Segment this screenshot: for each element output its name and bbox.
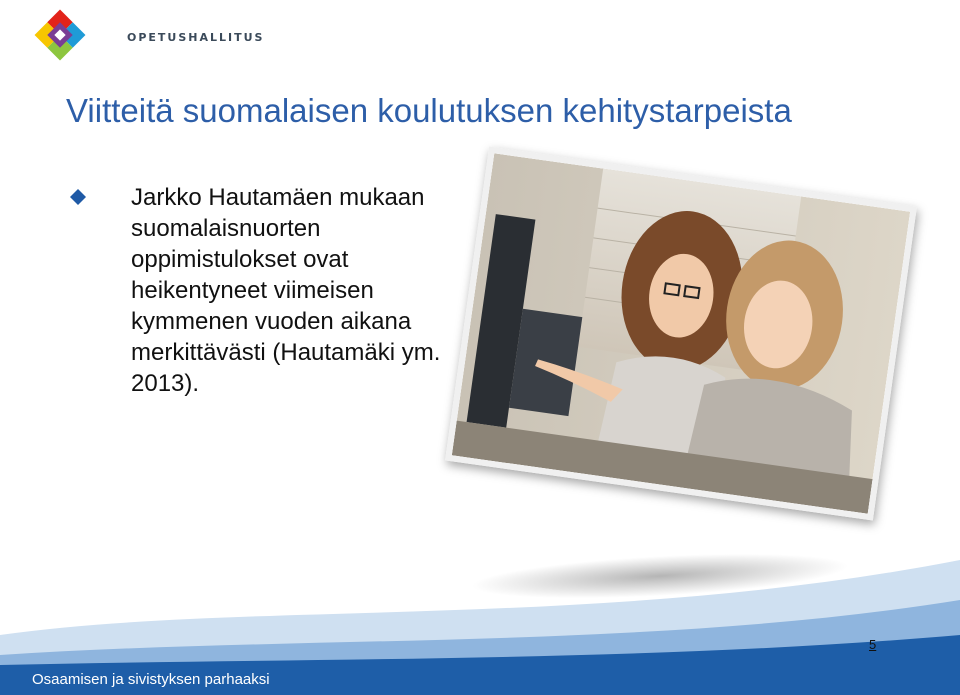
page-number: 5 <box>869 637 877 652</box>
opetushallitus-logo <box>30 6 265 64</box>
logo-diamond-icon <box>30 6 90 64</box>
bullet-text: Jarkko Hautamäen mukaan suomalaisnuorten oppimistulokset ovat heikentyneet viimeisen kymmenen vuoden aikana merkittävästi (Hautamäki ym. 2013). <box>131 184 441 397</box>
students-photo <box>445 146 917 520</box>
diamond-bullet-icon <box>70 189 86 205</box>
logo-text: OPETUSHALLITUS <box>127 31 265 44</box>
footer-tagline: Osaamisen ja sivistyksen parhaaksi <box>32 671 270 688</box>
photo-students-computer-icon <box>452 153 910 513</box>
slide-title: Viitteitä suomalaisen koulutuksen kehitystarpeista <box>66 92 792 129</box>
